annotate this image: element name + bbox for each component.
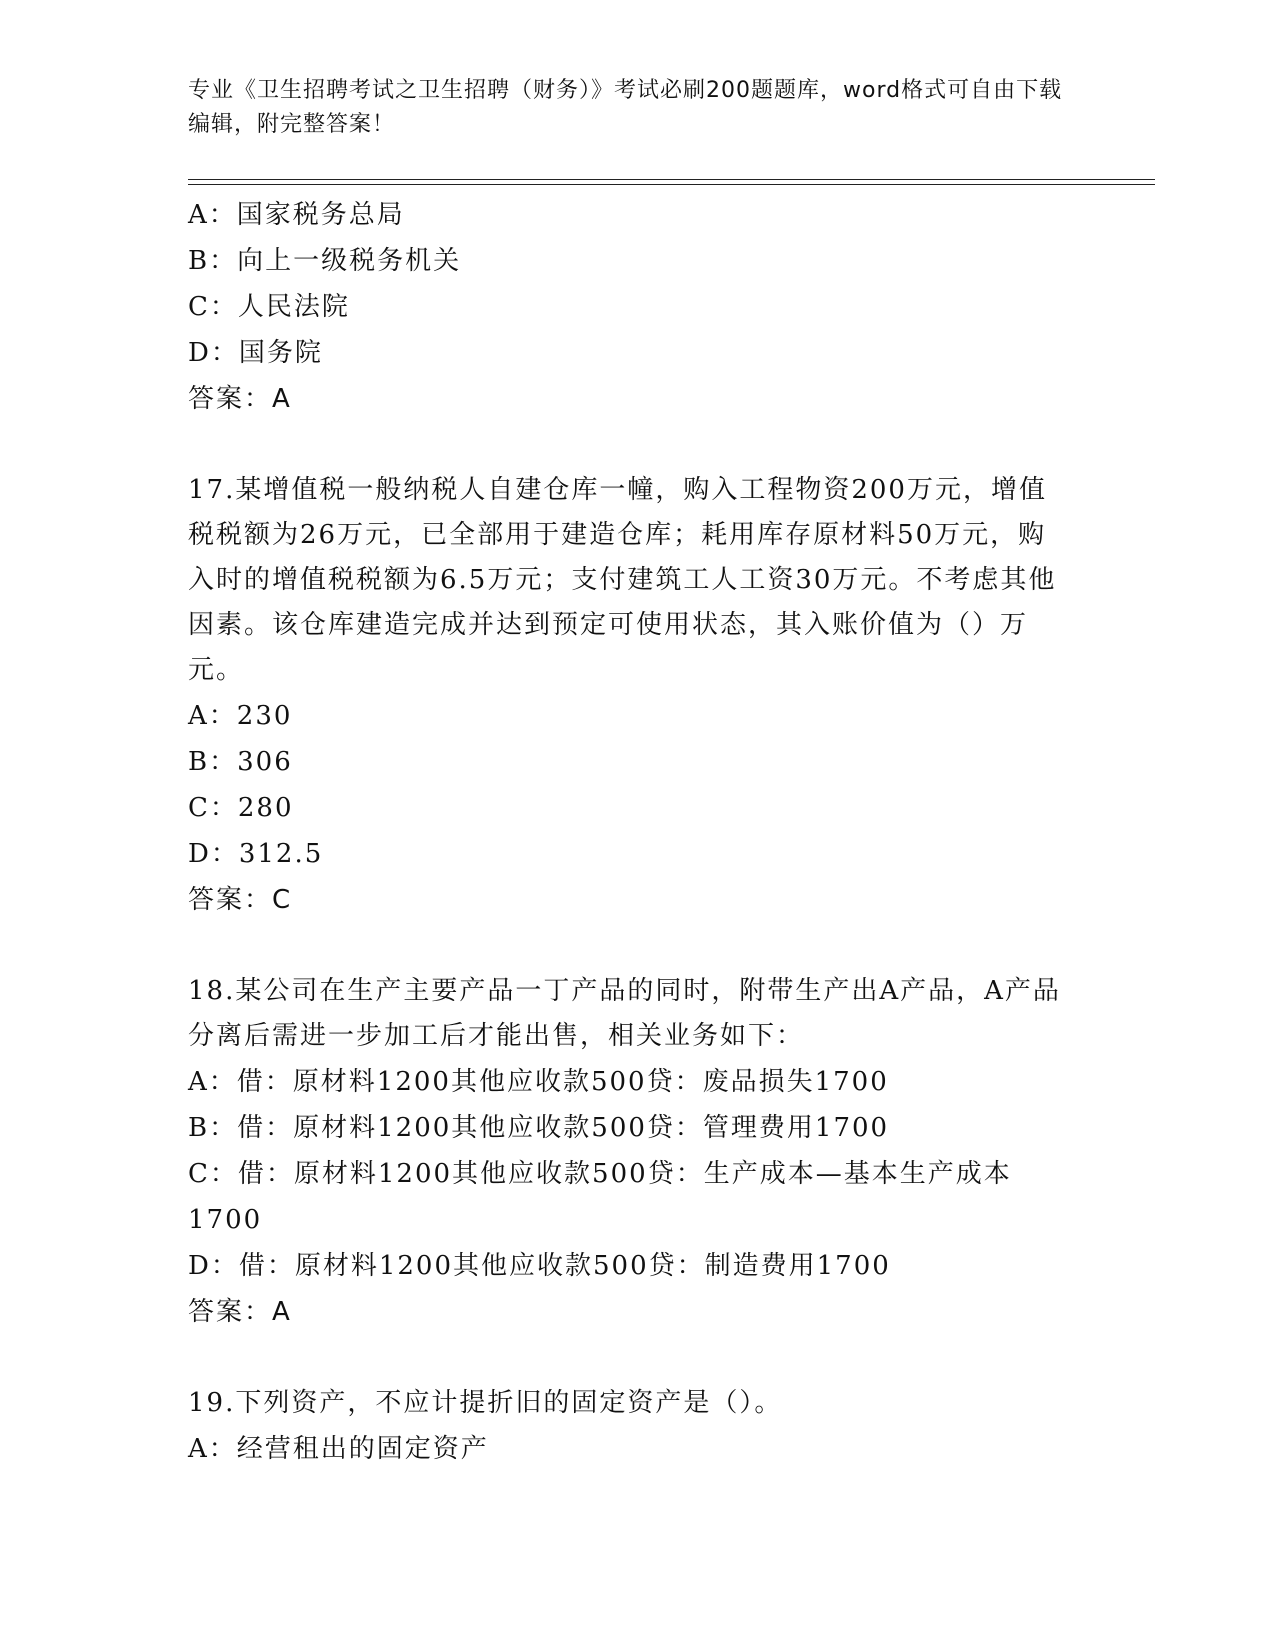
question-content xyxy=(188,192,1088,1472)
q16-option-c: C：人民法院 xyxy=(188,292,350,322)
question-19-block xyxy=(188,1381,1088,1472)
document-header: 专业《卫生招聘考试之卫生招聘（财务）》考试必刷200题题库，word格式可自由下载编辑，附完整答案！ xyxy=(188,78,1063,137)
q17-option-b: B：306 xyxy=(188,747,293,777)
question-16-block xyxy=(188,192,1088,422)
q18-option-a: A：借：原材料1200其他应收款500贷：废品损失1700 xyxy=(188,1067,889,1097)
header-rule-bottom xyxy=(188,184,1155,185)
q18-option-b: B：借：原材料1200其他应收款500贷：管理费用1700 xyxy=(188,1113,890,1143)
q18-option-d: D：借：原材料1200其他应收款500贷：制造费用1700 xyxy=(188,1251,891,1281)
q17-option-a: A：230 xyxy=(188,701,293,731)
q16-option-d: D：国务院 xyxy=(188,338,323,368)
header-rule-top xyxy=(188,179,1155,180)
q18-stem: 18.某公司在生产主要产品一丁产品的同时，附带生产出A产品，A产品分离后需进一步加工后才能出售，相关业务如下： xyxy=(188,976,1061,1051)
q17-option-d: D：312.5 xyxy=(188,839,324,869)
q19-option-a: A：经营租出的固定资产 xyxy=(188,1434,489,1464)
q18-option-c: C：借：原材料1200其他应收款500贷：生产成本—基本生产成本1700 xyxy=(188,1159,1012,1235)
q17-option-c: C：280 xyxy=(188,793,294,823)
q18-answer: 答案：A xyxy=(188,1297,292,1327)
q16-option-a: A：国家税务总局 xyxy=(188,200,405,230)
question-17-block xyxy=(188,468,1088,923)
q16-answer: 答案：A xyxy=(188,384,292,414)
q19-stem: 19.下列资产，不应计提折旧的固定资产是（）。 xyxy=(188,1388,783,1418)
q17-answer: 答案：C xyxy=(188,885,293,915)
q17-stem: 17.某增值税一般纳税人自建仓库一幢，购入工程物资200万元，增值税税额为26万元，已全部用于建造仓库；耗用库存原材料50万元，购入时的增值税税额为6.5万元；支付建筑工人工资30万元。不考虑其他因素。该仓库建造完成并达到预定可使用状态，其入账价值为（）万元。 xyxy=(188,475,1057,685)
q16-option-b: B：向上一级税务机关 xyxy=(188,246,462,276)
question-18-block xyxy=(188,969,1088,1335)
